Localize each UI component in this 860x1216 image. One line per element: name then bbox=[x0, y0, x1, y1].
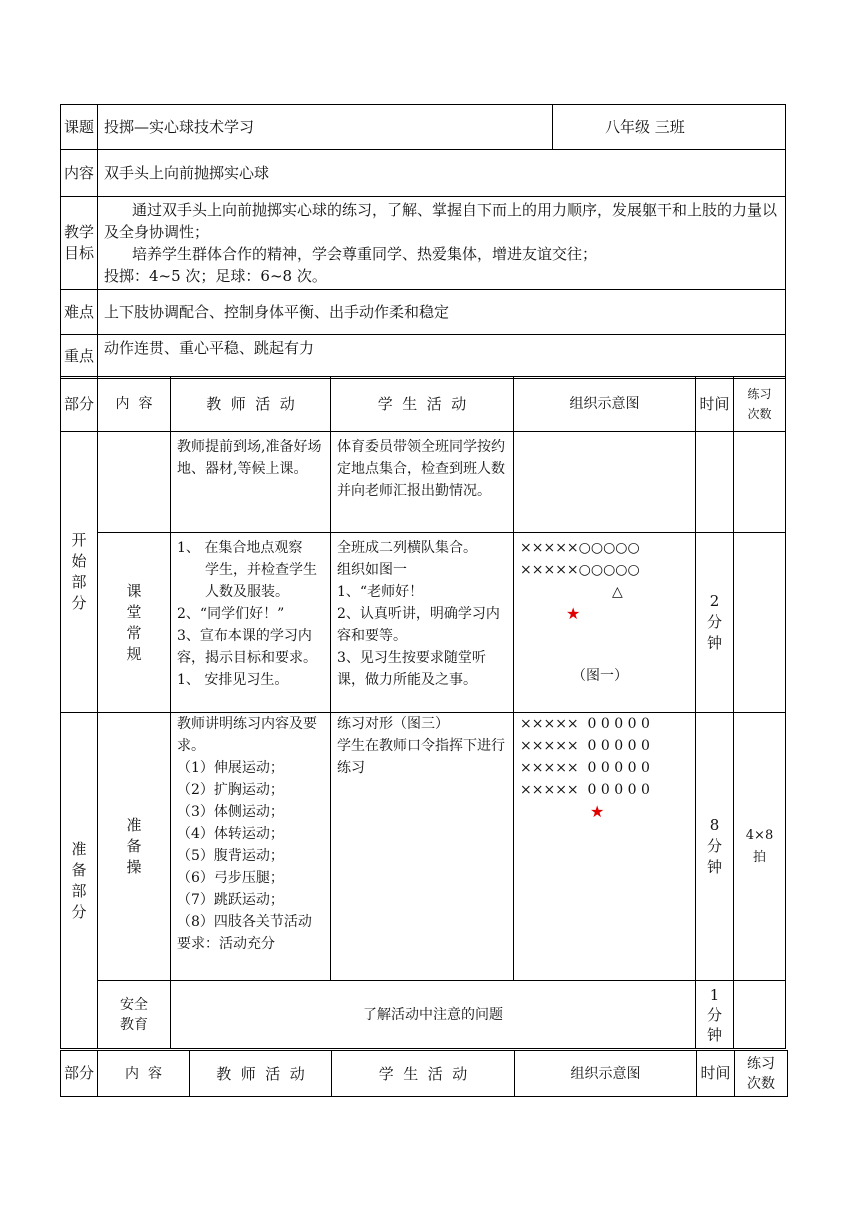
start-row1-student: 体育委员带领全班同学按约定地点集合，检查到班人数并向老师汇报出勤情况。 bbox=[331, 432, 514, 533]
start-row2-content: 课堂常规 bbox=[98, 533, 171, 713]
footer-header-table bbox=[60, 1050, 788, 1097]
start-row2-teacher bbox=[171, 533, 331, 713]
exercise-8: （8）四肢各关节活动 bbox=[177, 914, 312, 930]
activity-table bbox=[60, 376, 786, 1049]
key-label: 重点 bbox=[61, 335, 98, 379]
goal-2: 培养学生群体合作的精神，学会尊重同学、热爱集体，增进友谊交往； bbox=[132, 245, 598, 263]
prep-student-2: 学生在教师口令指挥下进行练习 bbox=[337, 738, 505, 776]
prep-formation-row-2: ××××× 0 0 0 0 0 bbox=[520, 738, 650, 754]
teacher-step-2: 2、“同学们好！” bbox=[177, 606, 285, 622]
col-header-time: 时间 bbox=[696, 377, 734, 432]
prep-teacher-intro: 教师讲明练习内容及要求。 bbox=[177, 716, 317, 754]
footer-col-teacher: 教 师 活 动 bbox=[190, 1051, 332, 1097]
footer-col-content: 内 容 bbox=[98, 1051, 190, 1097]
start-row1-teacher: 教师提前到场,准备好场地、器材,等候上课。 bbox=[171, 432, 331, 533]
prep-row2-content: 安全教育 bbox=[98, 981, 171, 1049]
difficulty-value: 上下肢协调配合、控制身体平衡、出手动作柔和稳定 bbox=[98, 290, 786, 335]
exercise-1: （1）伸展运动； bbox=[177, 760, 284, 776]
topic-label: 课题 bbox=[61, 105, 98, 150]
figure-3-diagram bbox=[514, 713, 696, 981]
prep-row1-time: 8分钟 bbox=[696, 713, 734, 981]
teacher-step-3: 3、宣布本课的学习内容，揭示目标和要求。 bbox=[177, 628, 317, 666]
prep-row1-reps: 4×8拍 bbox=[734, 713, 786, 981]
exercise-4: （4）体转运动； bbox=[177, 826, 284, 842]
content-value: 双手头上向前抛掷实心球 bbox=[98, 150, 786, 197]
col-header-reps: 练习次数 bbox=[734, 377, 786, 432]
goal-1: 通过双手头上向前抛掷实心球的练习，了解、掌握自下而上的用力顺序，发展躯干和上肢的力量以及全身协调性； bbox=[104, 201, 778, 241]
goals-value bbox=[98, 197, 786, 290]
star-icon: ★ bbox=[566, 604, 581, 623]
class-value: 八年级 三班 bbox=[553, 105, 786, 150]
col-header-content: 内 容 bbox=[98, 377, 171, 432]
start-row2-student bbox=[331, 533, 514, 713]
exercise-3: （3）体侧运动； bbox=[177, 804, 284, 820]
teacher-triangle-icon: △ bbox=[612, 584, 623, 600]
start-row2-time: 2分钟 bbox=[696, 533, 734, 713]
footer-col-time: 时间 bbox=[697, 1051, 735, 1097]
prep-row1-student bbox=[331, 713, 514, 981]
start-row2-reps bbox=[734, 533, 786, 713]
start-row1-diagram bbox=[514, 432, 696, 533]
exercise-2: （2）扩胸运动； bbox=[177, 782, 284, 798]
formation-row-2: ×××××○○○○○ bbox=[520, 562, 640, 578]
goals-label: 教学目标 bbox=[61, 197, 98, 290]
prep-formation-row-3: ××××× 0 0 0 0 0 bbox=[520, 760, 650, 776]
prep-student-1: 练习对形（图三） bbox=[337, 716, 449, 732]
prep-row2-reps bbox=[734, 981, 786, 1049]
teacher-step-4: 1、 安排见习生。 bbox=[177, 672, 289, 688]
prep-section-label: 准备部分 bbox=[61, 713, 98, 1049]
start-row1-time bbox=[696, 432, 734, 533]
formation-row-1: ×××××○○○○○ bbox=[520, 540, 640, 556]
student-step-5: 3、见习生按要求随堂听课，做力所能及之事。 bbox=[337, 650, 486, 688]
figure-1-caption: （图一） bbox=[572, 668, 628, 684]
prep-requirement: 要求：活动充分 bbox=[177, 936, 275, 952]
topic-value: 投掷—实心球技术学习 bbox=[98, 105, 553, 150]
col-header-part: 部分 bbox=[61, 377, 98, 432]
start-section-label: 开始部分 bbox=[61, 432, 98, 713]
prep-formation-row-1: ××××× 0 0 0 0 0 bbox=[520, 716, 650, 732]
exercise-5: （5）腹背运动； bbox=[177, 848, 284, 864]
teacher-step-1c: 人数及服装。 bbox=[205, 584, 289, 600]
col-header-diagram: 组织示意图 bbox=[514, 377, 696, 432]
prep-row1-teacher bbox=[171, 713, 331, 981]
student-step-1: 全班成二列横队集合。 bbox=[337, 540, 477, 556]
teacher-step-1b: 学生，并检查学生 bbox=[205, 562, 317, 578]
col-header-student: 学 生 活 动 bbox=[331, 377, 514, 432]
student-step-4: 2、认真听讲，明确学习内容和要等。 bbox=[337, 606, 500, 644]
student-step-3: 1、“老师好！ bbox=[337, 584, 424, 600]
student-step-2: 组织如图一 bbox=[337, 562, 407, 578]
prep-row2-merged: 了解活动中注意的问题 bbox=[171, 981, 696, 1049]
prep-row2-time: 1分钟 bbox=[696, 981, 734, 1049]
teacher-step-1: 1、 在集合地点观察 bbox=[177, 540, 303, 556]
goal-3: 投掷：4~5 次；足球：6~8 次。 bbox=[104, 267, 327, 285]
footer-col-reps: 练习次数 bbox=[735, 1051, 788, 1097]
start-row1-reps bbox=[734, 432, 786, 533]
col-header-teacher: 教 师 活 动 bbox=[171, 377, 331, 432]
exercise-6: （6）弓步压腿； bbox=[177, 870, 284, 886]
footer-col-student: 学 生 活 动 bbox=[332, 1051, 515, 1097]
figure-1-diagram bbox=[514, 533, 696, 713]
prep-formation-row-4: ××××× 0 0 0 0 0 bbox=[520, 782, 650, 798]
lesson-info-table bbox=[60, 104, 786, 379]
key-value: 动作连贯、重心平稳、跳起有力 bbox=[98, 335, 786, 379]
start-row1-content bbox=[98, 432, 171, 533]
content-label: 内容 bbox=[61, 150, 98, 197]
footer-col-diagram: 组织示意图 bbox=[515, 1051, 697, 1097]
footer-col-part: 部分 bbox=[61, 1051, 98, 1097]
prep-star-icon: ★ bbox=[590, 802, 605, 821]
prep-row1-content: 准备操 bbox=[98, 713, 171, 981]
exercise-7: （7）跳跃运动； bbox=[177, 892, 284, 908]
difficulty-label: 难点 bbox=[61, 290, 98, 335]
